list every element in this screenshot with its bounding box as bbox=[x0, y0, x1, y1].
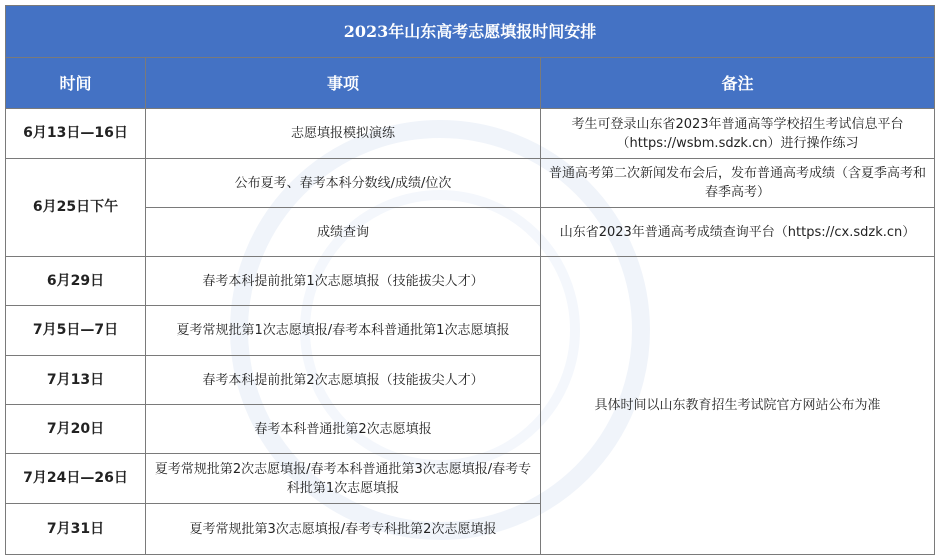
row-time: 7月31日 bbox=[6, 504, 146, 555]
table-row bbox=[6, 208, 935, 257]
row-item: 夏考常规批第3次志愿填报/春考专科批第2次志愿填报 bbox=[146, 504, 541, 555]
row-item: 春考本科提前批第1次志愿填报（技能拔尖人才） bbox=[146, 257, 541, 306]
header-time: 时间 bbox=[6, 58, 146, 109]
row-item: 春考本科提前批第2次志愿填报（技能拔尖人才） bbox=[146, 356, 541, 405]
row-note: 山东省2023年普通高考成绩查询平台（https://cx.sdzk.cn） bbox=[541, 208, 935, 257]
row-time: 6月25日下午 bbox=[6, 159, 146, 257]
row-time: 7月5日—7日 bbox=[6, 306, 146, 356]
row-time: 7月24日—26日 bbox=[6, 454, 146, 504]
header-note: 备注 bbox=[541, 58, 935, 109]
row-time: 7月20日 bbox=[6, 405, 146, 454]
row-item: 志愿填报模拟演练 bbox=[146, 109, 541, 159]
schedule-table-container bbox=[5, 5, 934, 554]
header-item: 事项 bbox=[146, 58, 541, 109]
row-note-merged: 具体时间以山东教育招生考试院官方网站公布为准 bbox=[541, 257, 935, 555]
table-row bbox=[6, 159, 935, 208]
row-note: 考生可登录山东省2023年普通高等学校招生考试信息平台（https://wsbm.sdzk.cn）进行操作练习 bbox=[541, 109, 935, 159]
table-row bbox=[6, 257, 935, 306]
row-time: 6月29日 bbox=[6, 257, 146, 306]
row-item: 夏考常规批第1次志愿填报/春考本科普通批第1次志愿填报 bbox=[146, 306, 541, 356]
row-item: 成绩查询 bbox=[146, 208, 541, 257]
row-time: 7月13日 bbox=[6, 356, 146, 405]
table-row bbox=[6, 109, 935, 159]
table-title: 2023年山东高考志愿填报时间安排 bbox=[6, 6, 935, 58]
row-item: 夏考常规批第2次志愿填报/春考本科普通批第3次志愿填报/春考专科批第1次志愿填报 bbox=[146, 454, 541, 504]
row-item: 春考本科普通批第2次志愿填报 bbox=[146, 405, 541, 454]
row-note: 普通高考第二次新闻发布会后，发布普通高考成绩（含夏季高考和春季高考） bbox=[541, 159, 935, 208]
schedule-table bbox=[5, 5, 935, 555]
row-time: 6月13日—16日 bbox=[6, 109, 146, 159]
row-item: 公布夏考、春考本科分数线/成绩/位次 bbox=[146, 159, 541, 208]
